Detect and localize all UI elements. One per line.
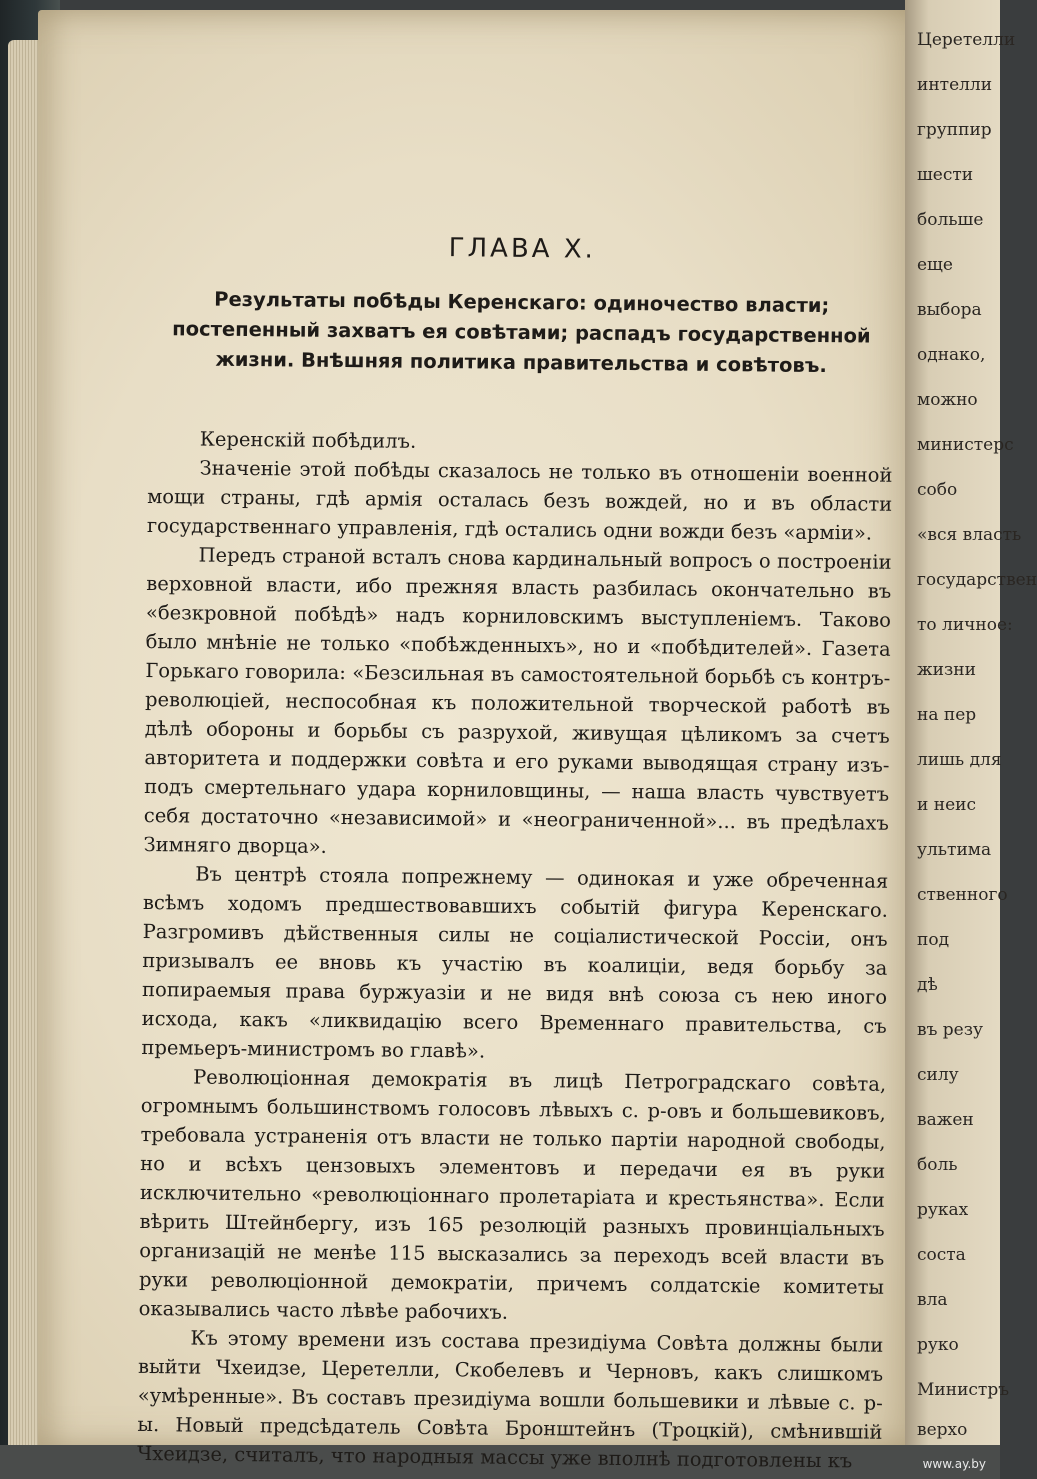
right-fragment: Министръ xyxy=(917,1380,1010,1400)
chapter-summary: Результаты побѣды Керенскаго: одиночество власти; постепенный захватъ ея совѣтами; распадъ государственной жизни. Внѣшняя политика правительства и совѣтовъ. xyxy=(172,287,871,378)
next-page-fragment xyxy=(905,0,1037,1479)
right-fragment: ственного xyxy=(917,885,1008,905)
paragraph: Въ центрѣ стояла попрежнему — одинокая и уже обреченная всѣмъ ходомъ предшествовавшихъ событій фигура Керенскаго. Разгромивъ дѣйственныя силы не соціалистической Россіи, онъ призывалъ ее вновь къ участію въ коалиціи, ведя борьбу за попираемыя права буржуазіи и не видя внѣ союза съ нею иного исхода, какъ «ликвидацію всего Временнаго правительства, съ премьеръ-министромъ во главѣ». xyxy=(141,862,889,1063)
right-fragment: верхо xyxy=(917,1420,968,1440)
right-fragment: собо xyxy=(917,480,958,500)
right-fragment: государствен xyxy=(917,570,1037,590)
right-fragment: руко xyxy=(917,1335,959,1355)
right-fragment: еще xyxy=(917,255,953,275)
right-fragment: и неис xyxy=(917,795,976,815)
right-fragment: вла xyxy=(917,1290,948,1310)
right-fragment: ультима xyxy=(917,840,992,860)
watermark: www.ay.by xyxy=(922,1457,986,1471)
right-fragment: однако, xyxy=(917,345,986,365)
right-fragment: на пер xyxy=(917,705,977,725)
right-fragment: соста xyxy=(917,1245,966,1265)
right-fragment: больше xyxy=(917,210,984,230)
paragraph: Керенскій побѣдилъ. xyxy=(199,427,417,453)
right-fragment: можно xyxy=(917,390,978,410)
right-fragment: Церетелли xyxy=(917,30,1016,50)
chapter-title: ГЛАВА X. xyxy=(448,233,597,265)
right-fragment: шести xyxy=(917,165,974,185)
right-fragment: жизни xyxy=(917,660,976,680)
paragraph: Революціонная демократія въ лицѣ Петроградскаго совѣта, огромнымъ большинствомъ голосовъ лѣвыхъ с. р-овъ и большевиковъ, требовала устраненія отъ власти не только партіи народной свободы, но и всѣхъ цензовыхъ элементовъ и передачи ея въ руки исключительно «революціоннаго пролетаріата и крестьянства». Если вѣрить Штейнбергу, изъ 165 резолюцій разныхъ провинціальныхъ организацій не менѣе 115 высказались за переходъ всей власти въ руки революціонной демократіи, причемъ солдатскіе комитеты оказывались часто лѣвѣе рабочихъ. xyxy=(138,1065,887,1324)
right-fragment: боль xyxy=(917,1155,958,1175)
right-fragment: лишь для xyxy=(917,750,1002,770)
right-fragment: «вся власть xyxy=(917,525,1022,545)
paragraph: Значеніе этой побѣды сказалось не только въ отношеніи военной мощи страны, гдѣ армія осталась безъ вождей, но и въ области государственнаго управленія, гдѣ остались одни вожди безъ «арміи». xyxy=(146,456,893,545)
right-fragment: силу xyxy=(917,1065,959,1085)
right-fragment: группир xyxy=(917,120,992,140)
right-fragment: въ резу xyxy=(917,1020,984,1040)
right-fragment: дѣ xyxy=(917,975,938,995)
right-fragment: важен xyxy=(917,1110,974,1130)
right-fragment: руках xyxy=(917,1200,969,1220)
right-fragment: то личное: xyxy=(917,615,1013,635)
right-fragment: интелли xyxy=(917,75,993,95)
paragraph: Къ этому времени изъ состава президіума Совѣта должны были выйти Чхеидзе, Церетелли, Скобелевъ и Черновъ, какъ слишкомъ «умѣренные». Въ составъ президіума вошли большевики и лѣвые с. р-ы. Новый предсѣдатель Совѣта Бронштейнъ (Троцкій), смѣнившій Чхеидзе, считалъ, что народныя массы уже вполнѣ подготовлены къ xyxy=(137,1326,884,1473)
right-fragment: министерс xyxy=(917,435,1014,455)
right-fragment: выбора xyxy=(917,300,982,320)
page-text xyxy=(137,230,895,1476)
right-fragment: под xyxy=(917,930,950,950)
paragraph: Передъ страной всталъ снова кардинальный вопросъ о построеніи верховной власти, ибо прежняя власть разбилась окончательно въ «безкровной побѣдѣ» надъ корниловскимъ выступленіемъ. Таково было мнѣніе не только «побѣжденныхъ», но и «побѣдителей». Газета Горькаго говорила: «Безсильная въ самостоятельной борьбѣ съ контръ-революціей, неспособная къ положительной творческой работѣ въ дѣлѣ обороны и борьбы съ разрухой, живущая цѣликомъ за счетъ авторитета и поддержки совѣта и его руками выводящая страну изъ-подъ смертельнаго удара корниловщины, — наша власть чувствуетъ себя достаточно «независимой» и «неограниченной»... въ предѣлахъ Зимняго дворца». xyxy=(143,543,892,858)
